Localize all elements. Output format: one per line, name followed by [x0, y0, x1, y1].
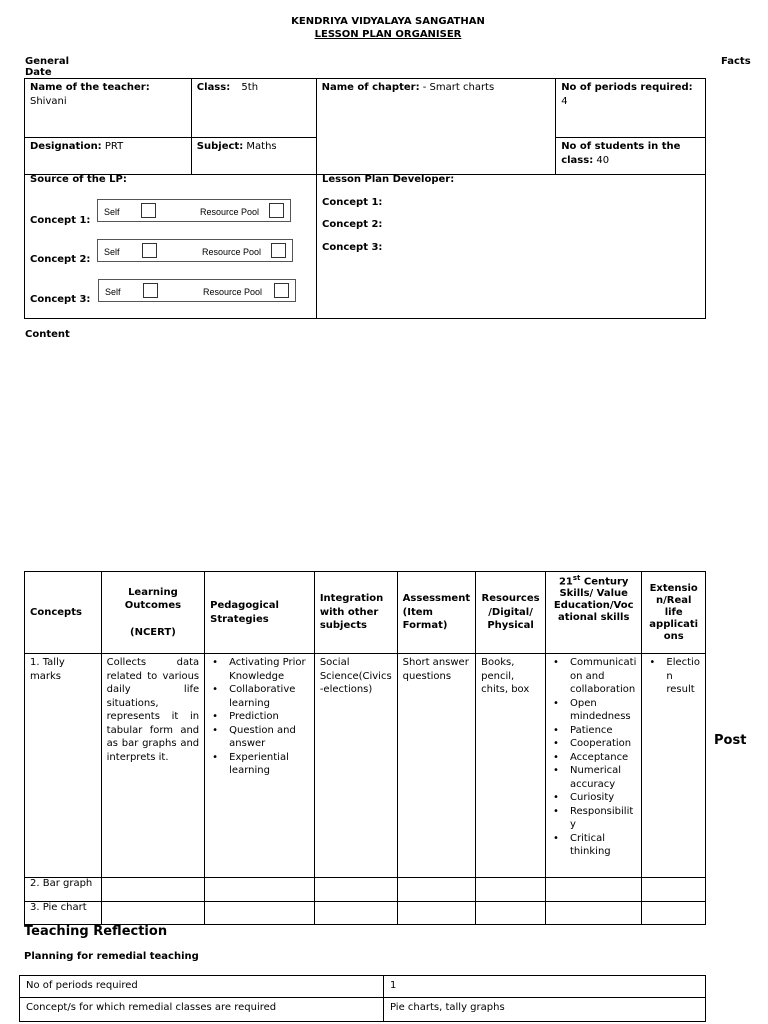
pool-checkbox-3[interactable] — [274, 283, 289, 298]
row1-resources: Books, pencil, chits, box — [476, 654, 546, 878]
row1-integration: Social Science(Civics -elections) — [314, 654, 397, 878]
facts-label: Facts — [721, 56, 751, 67]
periods-value: 4 — [561, 95, 568, 107]
col-resources: Resources /Digital/ Physical — [476, 572, 546, 654]
list-item: • Responsibilit y — [551, 805, 636, 832]
col-assessment: Assessment (Item Format) — [397, 572, 475, 654]
row1-assessment: Short answer questions — [397, 654, 475, 878]
skills-number: 21 — [558, 576, 573, 588]
ncert-label: (NCERT) — [130, 627, 176, 638]
subject-cell — [191, 138, 316, 175]
students-value: 40 — [596, 154, 610, 166]
col-integration: Integration with other subjects — [314, 572, 397, 654]
source-option-row-1 — [97, 199, 291, 222]
developer-concept-1: Concept 1: — [322, 197, 383, 208]
teaching-reflection-heading: Teaching Reflection — [24, 924, 168, 939]
strategies-list — [210, 656, 309, 778]
class-value: 5th — [241, 82, 259, 93]
remedial-heading: Planning for remedial teaching — [24, 951, 199, 962]
teacher-value: Shivani — [30, 95, 67, 107]
pool-option-label: Resource Pool — [200, 207, 260, 217]
list-item: • Experiential learning — [210, 751, 309, 778]
skills-superscript: st — [572, 574, 581, 582]
list-item: • Critical thinking — [551, 832, 636, 859]
list-item: • Collaborative learning — [210, 683, 309, 710]
row3-cell — [546, 902, 642, 925]
chapter-label: Name of chapter: — [321, 82, 420, 93]
row1-strategies — [205, 654, 315, 878]
subject-value: Maths — [246, 141, 277, 152]
self-checkbox-2[interactable] — [142, 243, 157, 258]
learning-outcomes-label: Learning Outcomes — [124, 586, 182, 611]
row2-concept: 2. Bar graph — [25, 878, 102, 902]
list-item: • Open mindedness — [551, 697, 636, 724]
row3-cell — [205, 902, 315, 925]
row1-concept: 1. Tally marks — [25, 654, 102, 878]
teacher-label: Name of the teacher: — [30, 82, 150, 93]
developer-concept-3: Concept 3: — [322, 242, 383, 253]
remedial-label: Concept/s for which remedial classes are required — [20, 998, 384, 1022]
remedial-table — [19, 975, 706, 1022]
row2-cell — [205, 878, 315, 902]
list-item: • Numerical accuracy — [551, 764, 636, 791]
designation-cell — [25, 138, 192, 175]
self-option-label: Self — [105, 287, 121, 297]
class-label: Class: — [196, 82, 231, 93]
source-option-row-2 — [97, 239, 293, 262]
remedial-value: 1 — [384, 976, 706, 998]
row2-cell — [476, 878, 546, 902]
self-option-label: Self — [104, 207, 120, 217]
row3-cell — [476, 902, 546, 925]
list-item: • Question and answer — [210, 724, 309, 751]
post-label: Post — [714, 733, 747, 748]
row3-cell — [397, 902, 475, 925]
skills-list — [551, 656, 636, 859]
developer-label: Lesson Plan Developer: — [322, 174, 455, 185]
row1-extension — [642, 654, 706, 878]
row3-cell — [642, 902, 706, 925]
row2-cell — [314, 878, 397, 902]
extension-list — [647, 656, 700, 697]
source-concept-3: Concept 3: — [30, 294, 91, 305]
list-item: • Acceptance — [551, 751, 636, 765]
list-item: • Electio n result — [647, 656, 700, 697]
skills-header-text: Century Skills/ Value Education/Voc ational skills — [553, 576, 634, 624]
list-item: • Activating Prior Knowledge — [210, 656, 309, 683]
row2-cell — [546, 878, 642, 902]
pool-checkbox-2[interactable] — [271, 243, 286, 258]
pool-checkbox-1[interactable] — [269, 203, 284, 218]
row1-skills — [546, 654, 642, 878]
list-item: • Cooperation — [551, 737, 636, 751]
col-learning-outcomes — [101, 572, 204, 654]
row3-cell — [314, 902, 397, 925]
chapter-cell — [316, 79, 556, 175]
col-concepts: Concepts — [25, 572, 102, 654]
designation-label: Designation: — [30, 141, 102, 152]
students-label: No of students in the class: — [561, 141, 681, 166]
pool-option-label: Resource Pool — [202, 247, 262, 257]
row2-cell — [642, 878, 706, 902]
general-label: General — [25, 56, 69, 67]
col-extension: Extensio n/Real life applicati ons — [642, 572, 706, 654]
developer-concept-2: Concept 2: — [322, 219, 383, 230]
source-concept-2: Concept 2: — [30, 254, 91, 265]
designation-value: PRT — [104, 141, 124, 152]
self-option-label: Self — [104, 247, 120, 257]
self-checkbox-3[interactable] — [143, 283, 158, 298]
source-label: Source of the LP: — [30, 174, 127, 185]
class-cell — [191, 79, 316, 138]
date-label: Date — [25, 67, 52, 78]
org-name: KENDRIYA VIDYALAYA SANGATHAN — [291, 16, 485, 27]
remedial-value: Pie charts, tally graphs — [384, 998, 706, 1022]
self-checkbox-1[interactable] — [141, 203, 156, 218]
row3-cell — [101, 902, 204, 925]
lesson-table — [24, 571, 706, 925]
col-pedagogical: Pedagogical Strategies — [205, 572, 315, 654]
source-concept-1: Concept 1: — [30, 215, 91, 226]
col-skills — [546, 572, 642, 654]
remedial-label: No of periods required — [20, 976, 384, 998]
row3-concept: 3. Pie chart — [25, 902, 102, 925]
list-item: • Patience — [551, 724, 636, 738]
teacher-cell — [25, 79, 192, 138]
source-option-row-3 — [98, 279, 296, 302]
list-item: • Curiosity — [551, 791, 636, 805]
chapter-value: - Smart charts — [422, 82, 495, 93]
row1-outcome: Collects data related to various daily life situations, represents it in tabular form and as bar graphs and interprets it. — [101, 654, 204, 878]
subject-label: Subject: — [196, 141, 244, 152]
list-item: • Prediction — [210, 710, 309, 724]
students-cell — [556, 138, 706, 175]
content-label: Content — [25, 329, 70, 340]
list-item: • Communicati on and collaboration — [551, 656, 636, 697]
row2-cell — [397, 878, 475, 902]
periods-cell — [556, 79, 706, 138]
pool-option-label: Resource Pool — [203, 287, 263, 297]
periods-label: No of periods required: — [561, 82, 693, 93]
page-title: LESSON PLAN ORGANISER — [314, 29, 462, 40]
row2-cell — [101, 878, 204, 902]
